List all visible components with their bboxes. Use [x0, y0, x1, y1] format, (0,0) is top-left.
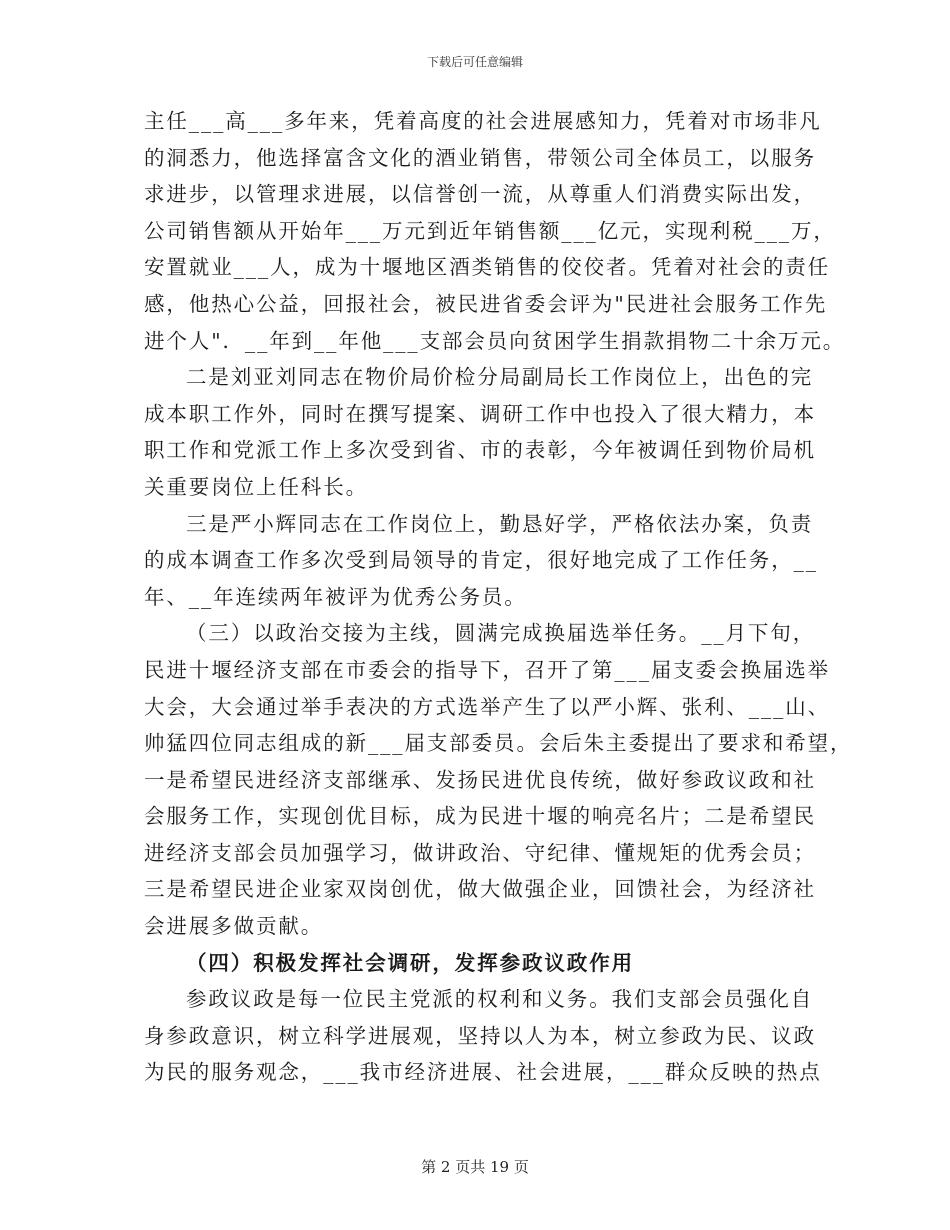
page-header: 下载后可任意编辑 — [426, 55, 523, 69]
text-line: 关重要岗位上任科长。 — [144, 474, 368, 499]
text-line: 大会，大会通过举手表决的方式选举产生了以严小辉、张利、___山、 — [144, 694, 831, 719]
paragraph-start-line: 二是刘亚刘同志在物价局价检分局副局长工作岗位上，出色的完 — [186, 365, 814, 390]
text-line: 三是希望民进企业家双岗创优，做大做强企业，回馈社会，为经济社 — [144, 877, 816, 902]
paragraph-start-line: 参政议政是每一位民主党派的权利和义务。我们支部会员强化自 — [186, 987, 814, 1012]
text-line: 民进十堰经济支部在市委会的指导下，召开了第___届支委会换届选举 — [144, 657, 831, 682]
text-line: 身参政意识，树立科学进展观，坚持以人为本，树立参政为民、议政 — [144, 1023, 816, 1048]
text-line: 感，他热心公益，回报社会，被民进省委会评为"民进社会服务工作先 — [144, 291, 828, 316]
text-line: 求进步，以管理求进展，以信誉创一流，从尊重人们消费实际出发， — [144, 182, 816, 207]
text-line: 成本职工作外，同时在撰写提案、调研工作中也投入了很大精力，本 — [144, 401, 816, 426]
text-line: 安置就业___人，成为十堰地区酒类销售的佼佼者。凭着对社会的责任 — [144, 255, 831, 280]
text-line: 会进展多做贡献。 — [144, 914, 324, 939]
paragraph-start-line: （三）以政治交接为主线，圆满完成换届选举任务。__月下旬， — [186, 621, 816, 646]
text-line: 一是希望民进经济支部继承、发扬民进优良传统，做好参政议政和社 — [144, 767, 816, 792]
text-line: 年、__年连续两年被评为优秀公务员。 — [144, 584, 527, 609]
text-line: 主任___高___多年来，凭着高度的社会进展感知力，凭着对市场非凡 — [144, 109, 822, 133]
text-line: 公司销售额从开始年___万元到近年销售额___亿元，实现利税___万， — [144, 218, 836, 243]
paragraph-start-line: 三是严小辉同志在工作岗位上，勤恳好学，严格依法办案，负责 — [186, 511, 814, 536]
text-line: 的洞悉力，他选择富含文化的酒业销售，带领公司全体员工，以服务 — [144, 145, 816, 170]
text-line: 为民的服务观念，___我市经济进展、社会进展，___群众反映的热点 — [144, 1060, 822, 1085]
text-line: 的成本调查工作多次受到局领导的肯定，很好地完成了工作任务，__ — [144, 548, 818, 573]
text-line: 会服务工作，实现创优目标，成为民进十堰的响亮名片；二是希望民 — [144, 804, 816, 829]
document-body — [144, 103, 853, 1091]
section-heading: （四）积极发挥社会调研，发挥参政议政作用 — [186, 950, 634, 975]
text-line: 进经济支部会员加强学习，做讲政治、守纪律、懂规矩的优秀会员； — [144, 840, 816, 865]
page-footer: 第 2 页共 19 页 — [421, 1158, 529, 1176]
text-line: 职工作和党派工作上多次受到省、市的表彰，今年被调任到物价局机 — [144, 438, 816, 463]
text-line: 进个人"．__年到__年他___支部会员向贫困学生捐款捐物二十余万元。 — [144, 328, 846, 353]
text-line: 帅猛四位同志组成的新___届支部委员。会后朱主委提出了要求和希望， — [144, 731, 853, 756]
